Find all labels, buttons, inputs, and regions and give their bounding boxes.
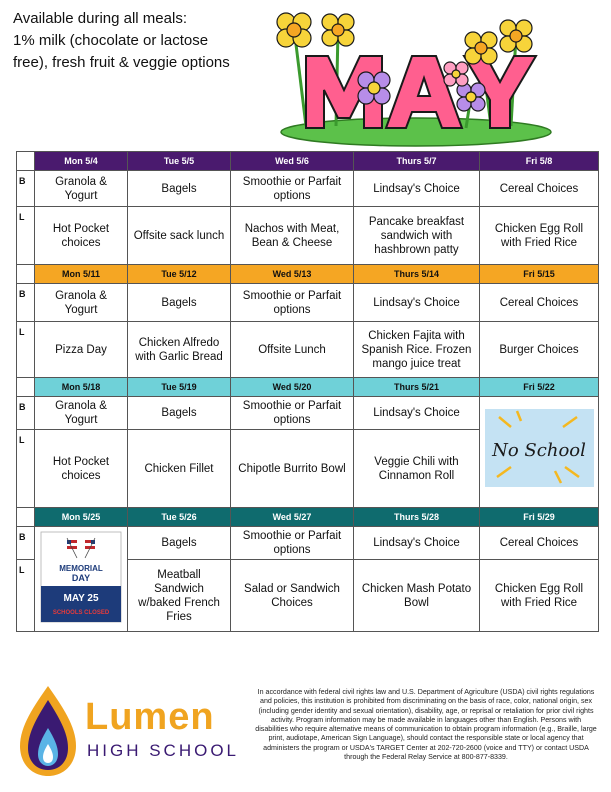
day-header: Tue 5/19 bbox=[128, 378, 231, 397]
menu-cell: Hot Pocket choices bbox=[35, 207, 128, 265]
day-header: Wed 5/13 bbox=[231, 265, 354, 284]
menu-cell: Lindsay's Choice bbox=[354, 284, 480, 322]
menu-cell: Chicken Fillet bbox=[128, 430, 231, 508]
no-school-text: No School bbox=[491, 440, 586, 461]
menu-cell: Granola & Yogurt bbox=[35, 397, 128, 430]
day-header: Thurs 5/21 bbox=[354, 378, 480, 397]
day-header: Wed 5/20 bbox=[231, 378, 354, 397]
day-header: Tue 5/26 bbox=[128, 508, 231, 527]
lunch-menu-table bbox=[16, 151, 599, 632]
menu-cell: Chipotle Burrito Bowl bbox=[231, 430, 354, 508]
lunch-label: L bbox=[17, 560, 35, 632]
week-3-header bbox=[17, 378, 599, 397]
breakfast-label: B bbox=[17, 284, 35, 322]
school-name: Lumen bbox=[85, 696, 215, 738]
day-header: Mon 5/4 bbox=[35, 152, 128, 171]
flower-6 bbox=[457, 83, 485, 111]
letters-may bbox=[306, 56, 536, 128]
week-1-breakfast-row bbox=[17, 171, 599, 207]
menu-cell: Granola & Yogurt bbox=[35, 171, 128, 207]
day-header: Tue 5/12 bbox=[128, 265, 231, 284]
menu-cell: Chicken Mash Potato Bowl bbox=[354, 560, 480, 632]
flower-1 bbox=[277, 13, 311, 47]
week-4-breakfast-row bbox=[17, 527, 599, 560]
menu-cell: Bagels bbox=[128, 397, 231, 430]
menu-cell: Lindsay's Choice bbox=[354, 527, 480, 560]
intro-line-2: 1% milk (chocolate or lactose bbox=[13, 32, 209, 49]
menu-cell: Smoothie or Parfait options bbox=[231, 284, 354, 322]
day-header: Fri 5/8 bbox=[480, 152, 599, 171]
menu-cell: Veggie Chili with Cinnamon Roll bbox=[354, 430, 480, 508]
milk-note bbox=[13, 8, 263, 74]
menu-cell: Bagels bbox=[128, 284, 231, 322]
may-flowers-graphic bbox=[266, 8, 556, 148]
menu-cell: Bagels bbox=[128, 527, 231, 560]
intro-line-1: Available during all meals: bbox=[13, 10, 187, 27]
day-header: Tue 5/5 bbox=[128, 152, 231, 171]
lunch-label: L bbox=[17, 207, 35, 265]
lunch-label: L bbox=[17, 322, 35, 378]
menu-cell: Pizza Day bbox=[35, 322, 128, 378]
day-header: Thurs 5/7 bbox=[354, 152, 480, 171]
menu-cell: Cereal Choices bbox=[480, 171, 599, 207]
lunch-label: L bbox=[17, 430, 35, 508]
day-header: Thurs 5/14 bbox=[354, 265, 480, 284]
lumen-flame-logo bbox=[18, 684, 78, 778]
day-header: Wed 5/6 bbox=[231, 152, 354, 171]
menu-cell: Hot Pocket choices bbox=[35, 430, 128, 508]
menu-cell: Cereal Choices bbox=[480, 527, 599, 560]
week-2-header bbox=[17, 265, 599, 284]
menu-cell: Smoothie or Parfait options bbox=[231, 527, 354, 560]
day-header: Wed 5/27 bbox=[231, 508, 354, 527]
menu-cell: Bagels bbox=[128, 171, 231, 207]
menu-cell: Smoothie or Parfait options bbox=[231, 171, 354, 207]
week-2-lunch-row bbox=[17, 322, 599, 378]
day-header: Fri 5/29 bbox=[480, 508, 599, 527]
menu-cell: Chicken Egg Roll with Fried Rice bbox=[480, 207, 599, 265]
usda-nondiscrimination-statement: In accordance with federal civil rights law and U.S. Department of Agriculture (USDA) civil rights regulations and policies, this institution is prohibited from discriminating on the basis of race, color, national origin, sex (including gender identity and sexual orientation), disability, age, or reprisal or retaliation for prior civil rights activity. Program information may be made available in languages other than English. Persons with disabilities who require alternative means of communication to obtain program information (e.g., Braille, large print, audiotape, American Sign Language), should contact the responsible state or local agency that administers the program or USDA's TARGET Center at 202-720-2600 (voice and TTY) or contact USDA through the Federal Relay Service at 800-877-8339. bbox=[255, 688, 597, 762]
menu-cell: Lindsay's Choice bbox=[354, 397, 480, 430]
menu-cell: Nachos with Meat, Bean & Cheese bbox=[231, 207, 354, 265]
day-header: Fri 5/22 bbox=[480, 378, 599, 397]
breakfast-label: B bbox=[17, 527, 35, 560]
menu-cell: Offsite sack lunch bbox=[128, 207, 231, 265]
menu-cell: Burger Choices bbox=[480, 322, 599, 378]
week-2-breakfast-row bbox=[17, 284, 599, 322]
flower-7 bbox=[444, 62, 468, 86]
menu-cell: Pancake breakfast sandwich with hashbrown patty bbox=[354, 207, 480, 265]
svg-text:MEMORIAL: MEMORIAL bbox=[59, 564, 103, 573]
menu-cell: Chicken Fajita with Spanish Rice. Frozen mango juice treat bbox=[354, 322, 480, 378]
week-4-header bbox=[17, 508, 599, 527]
week-3-breakfast-row bbox=[17, 397, 599, 430]
day-header: Mon 5/11 bbox=[35, 265, 128, 284]
day-header: Thurs 5/28 bbox=[354, 508, 480, 527]
menu-cell: Chicken Alfredo with Garlic Bread bbox=[128, 322, 231, 378]
menu-cell: Chicken Egg Roll with Fried Rice bbox=[480, 560, 599, 632]
school-subtitle: HIGH SCHOOL bbox=[87, 741, 240, 760]
menu-cell: Smoothie or Parfait options bbox=[231, 397, 354, 430]
menu-cell: Meatball Sandwich w/baked French Fries bbox=[128, 560, 231, 632]
day-header: Fri 5/15 bbox=[480, 265, 599, 284]
memorial-day-graphic bbox=[35, 527, 128, 632]
breakfast-label: B bbox=[17, 397, 35, 430]
week-1-header bbox=[17, 152, 599, 171]
no-school-graphic bbox=[480, 397, 599, 508]
svg-text:DAY: DAY bbox=[71, 573, 91, 583]
week-1-lunch-row bbox=[17, 207, 599, 265]
intro-line-3: free), fresh fruit & veggie options bbox=[13, 54, 230, 71]
svg-text:SCHOOLS CLOSED: SCHOOLS CLOSED bbox=[52, 610, 110, 616]
breakfast-label: B bbox=[17, 171, 35, 207]
svg-text:MAY 25: MAY 25 bbox=[63, 593, 99, 604]
menu-cell: Granola & Yogurt bbox=[35, 284, 128, 322]
day-header: Mon 5/25 bbox=[35, 508, 128, 527]
menu-cell: Lindsay's Choice bbox=[354, 171, 480, 207]
day-header: Mon 5/18 bbox=[35, 378, 128, 397]
menu-cell: Cereal Choices bbox=[480, 284, 599, 322]
menu-cell: Offsite Lunch bbox=[231, 322, 354, 378]
menu-cell: Salad or Sandwich Choices bbox=[231, 560, 354, 632]
